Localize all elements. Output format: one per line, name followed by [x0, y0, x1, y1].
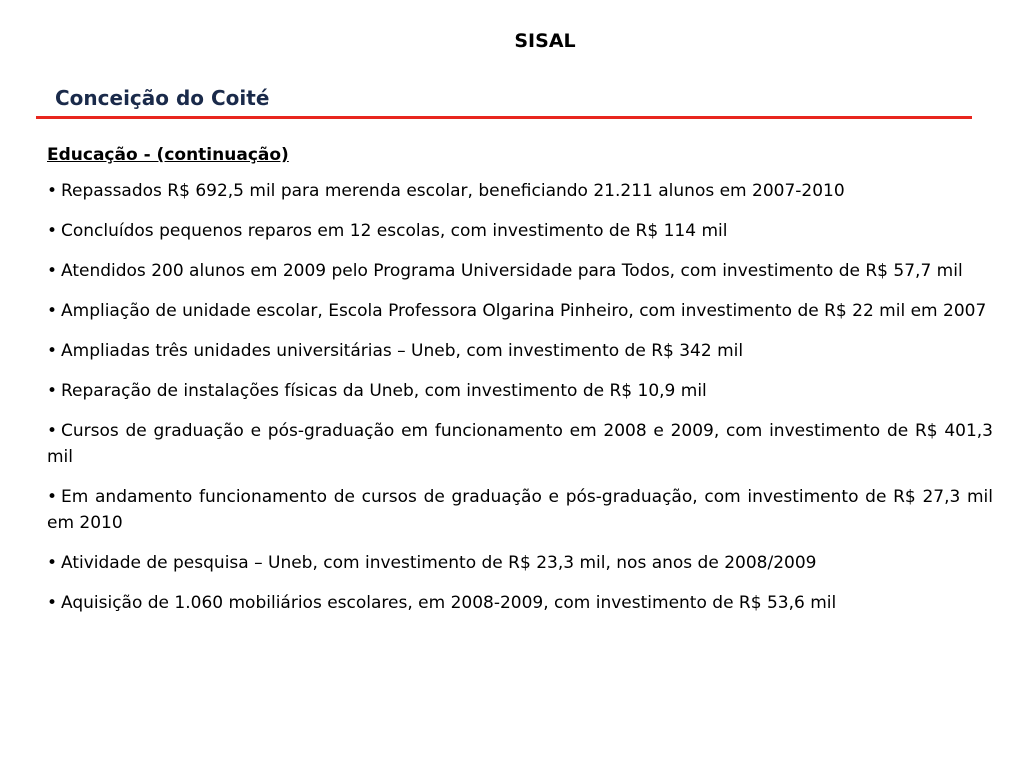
- section-heading: Educação - (continuação): [47, 145, 289, 165]
- bullet-text: Concluídos pequenos reparos em 12 escolas, com investimento de R$ 114 mil: [61, 221, 728, 241]
- bullet-text: Atendidos 200 alunos em 2009 pelo Programa Universidade para Todos, com investimento de R$ 57,7 mil: [61, 261, 963, 281]
- bullet-mark: •: [47, 381, 58, 401]
- bullet-item: [47, 590, 993, 616]
- bullet-item: [47, 218, 993, 244]
- bullet-item: [47, 338, 993, 364]
- slide-content: [47, 142, 993, 630]
- bullet-mark: •: [47, 421, 58, 441]
- bullet-mark: •: [47, 261, 58, 281]
- bullet-mark: •: [47, 301, 58, 321]
- bullet-item: [47, 178, 993, 204]
- bullet-text: Repassados R$ 692,5 mil para merenda escolar, beneficiando 21.211 alunos em 2007-2010: [61, 181, 845, 201]
- bullet-text: Ampliadas três unidades universitárias – Uneb, com investimento de R$ 342 mil: [61, 341, 744, 361]
- bullet-item: [47, 550, 993, 576]
- bullet-text: Em andamento funcionamento de cursos de graduação e pós-graduação, com investimento de R$ 27,3 mil em 2010: [47, 487, 993, 533]
- bullet-text: Atividade de pesquisa – Uneb, com investimento de R$ 23,3 mil, nos anos de 2008/2009: [61, 553, 817, 573]
- bullet-mark: •: [47, 593, 58, 613]
- bullet-text: Aquisição de 1.060 mobiliários escolares, em 2008-2009, com investimento de R$ 53,6 mil: [61, 593, 837, 613]
- bullet-item: [47, 258, 993, 284]
- title-divider: [36, 116, 972, 119]
- bullet-mark: •: [47, 487, 58, 507]
- bullet-mark: •: [47, 221, 58, 241]
- bullet-mark: •: [47, 341, 58, 361]
- bullet-text: Cursos de graduação e pós-graduação em funcionamento em 2008 e 2009, com investimento de R$ 401,3 mil: [47, 421, 993, 467]
- bullet-item: [47, 298, 993, 324]
- bullet-mark: •: [47, 181, 58, 201]
- bullet-item: [47, 378, 993, 404]
- slide-title: SISAL: [514, 30, 576, 52]
- bullet-item: [47, 484, 993, 536]
- bullet-text: Reparação de instalações físicas da Uneb, com investimento de R$ 10,9 mil: [61, 381, 707, 401]
- bullet-item: [47, 418, 993, 470]
- slide-subtitle: Conceição do Coité: [55, 86, 270, 110]
- bullet-list: [47, 178, 993, 616]
- bullet-mark: •: [47, 553, 58, 573]
- bullet-text: Ampliação de unidade escolar, Escola Professora Olgarina Pinheiro, com investimento de R$ 22 mil em 2007: [61, 301, 987, 321]
